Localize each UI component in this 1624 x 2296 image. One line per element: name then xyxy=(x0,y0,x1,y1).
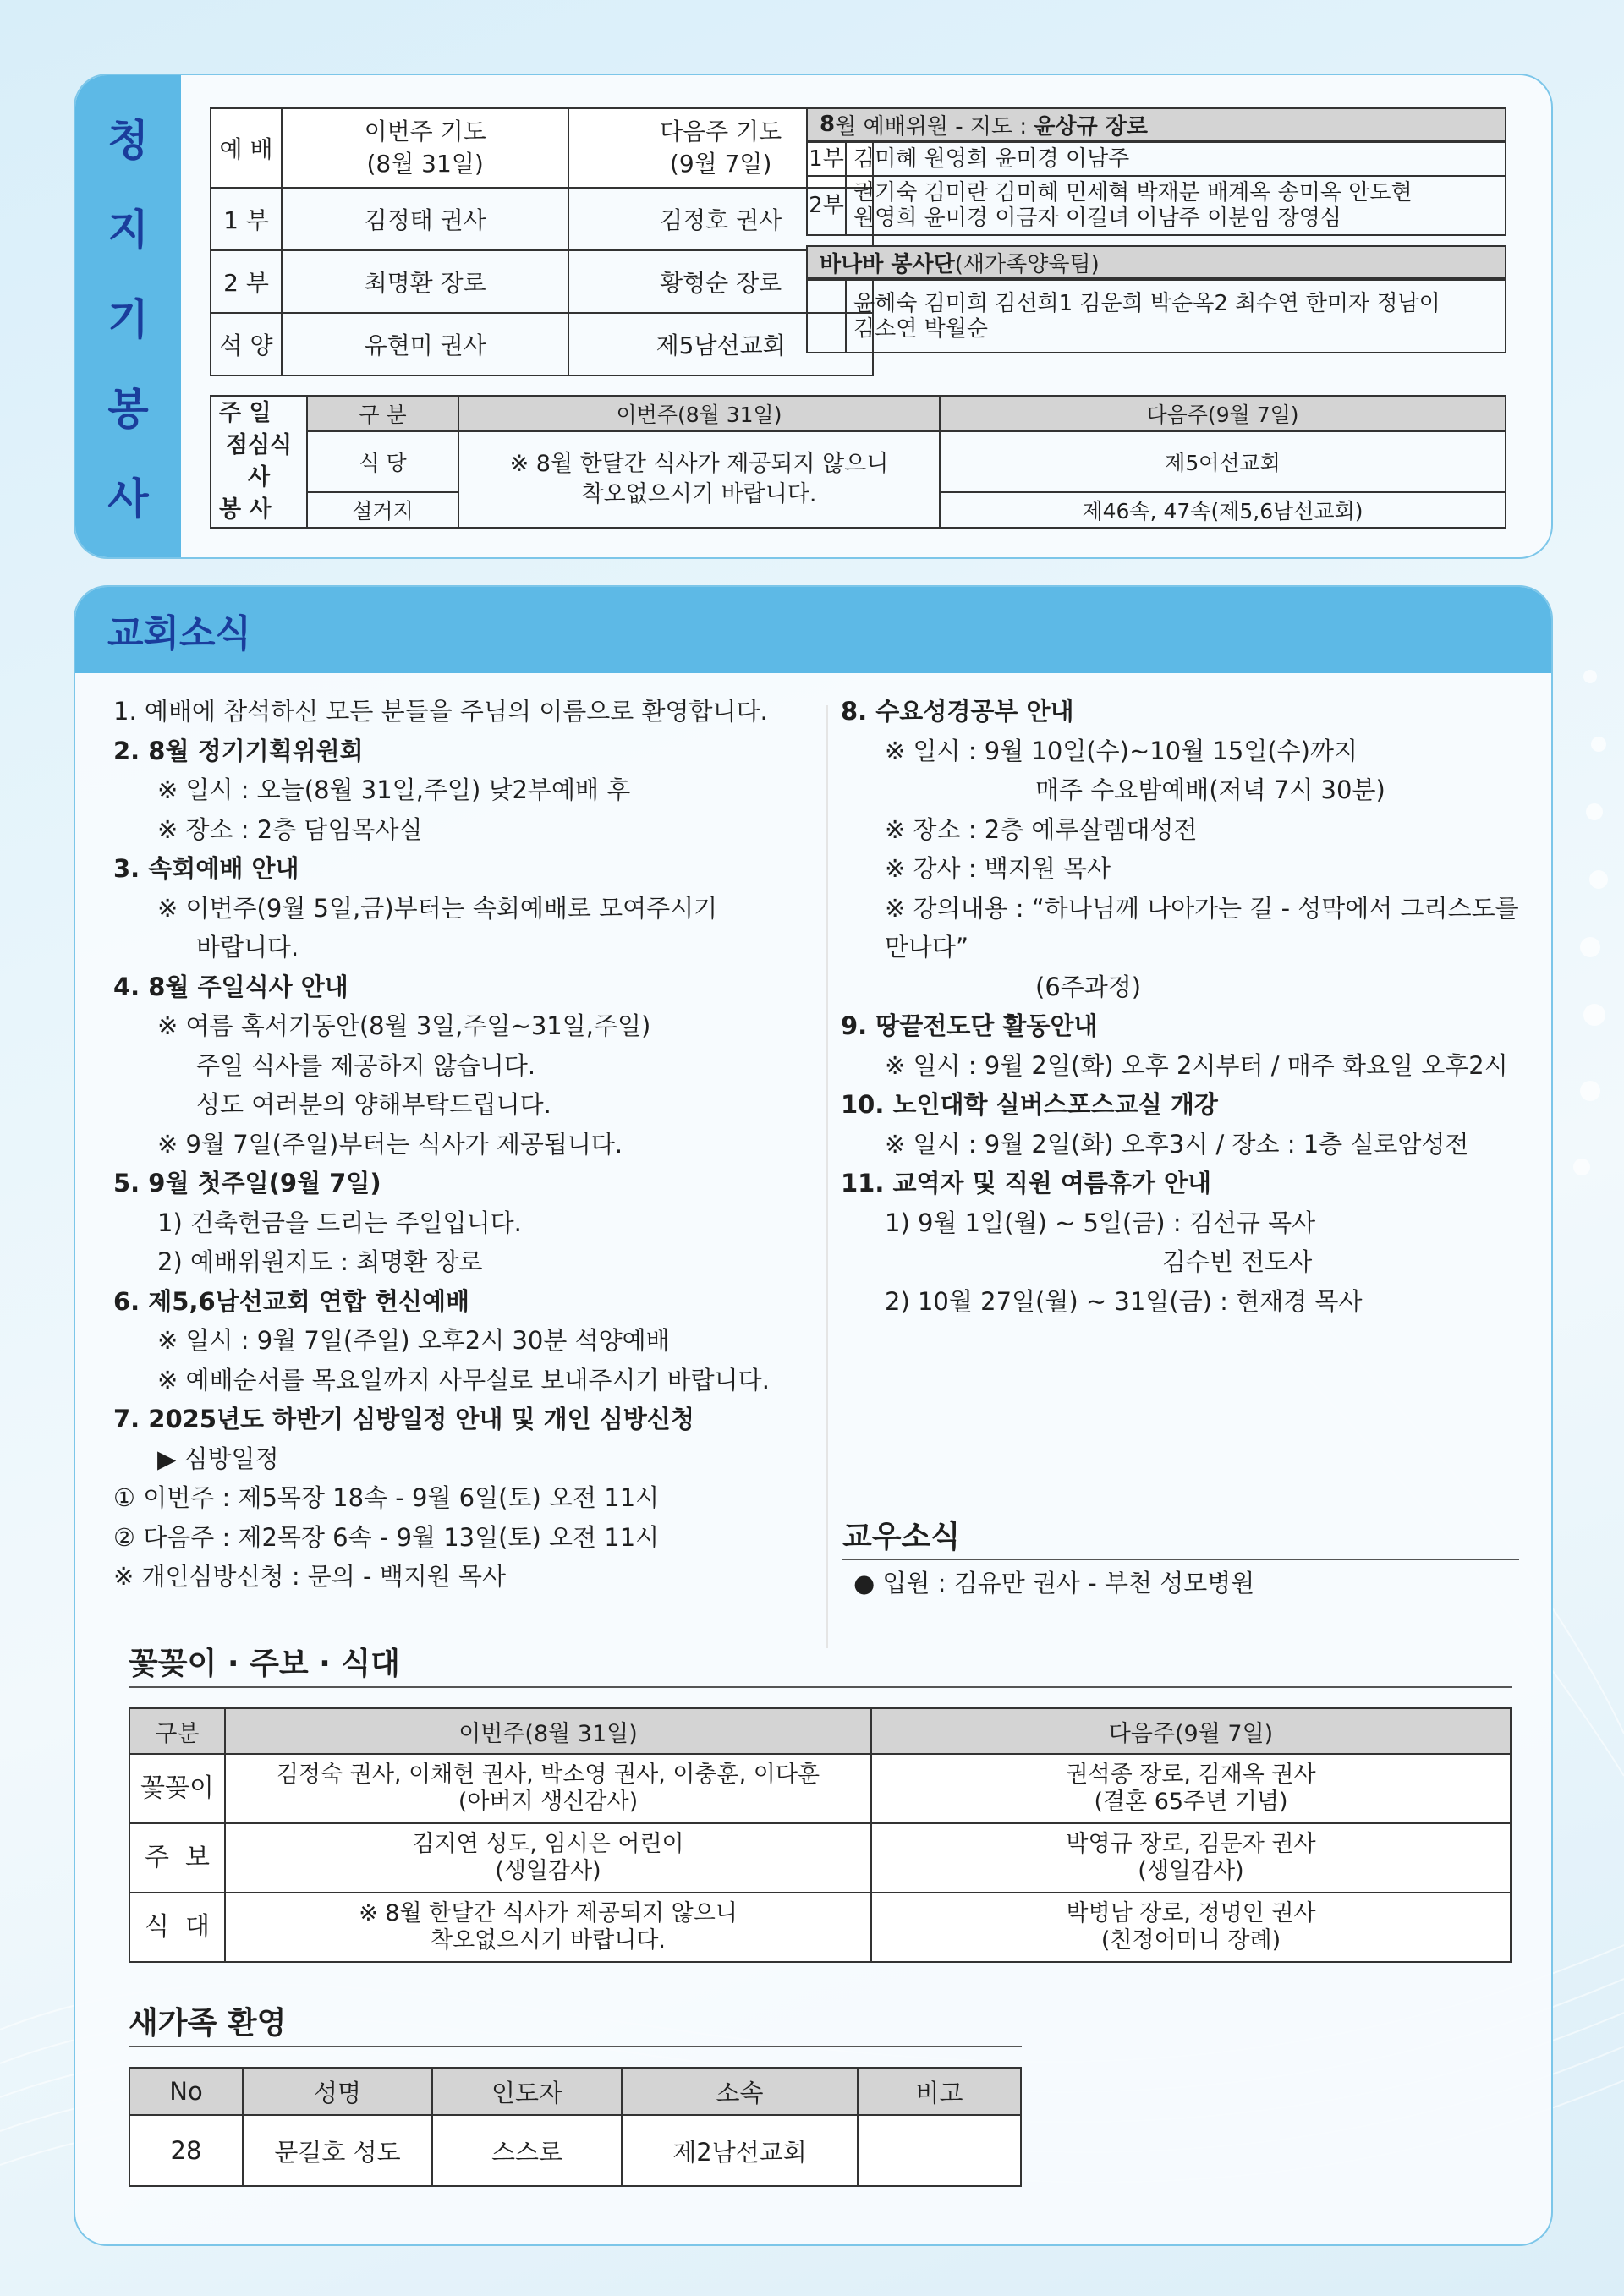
newcomers-header: 비고 xyxy=(858,2068,1021,2115)
news-line: 1) 건축헌금을 드리는 주일입니다. xyxy=(157,1208,522,1237)
news-line: 1) 9월 1일(월) ~ 5일(금) : 김선규 목사 xyxy=(885,1208,1316,1237)
news-line: ※ 일시 : 오늘(8월 31일,주일) 낮2부예배 후 xyxy=(157,775,631,804)
table-cell: 주 보 xyxy=(129,1823,225,1893)
news-left-column xyxy=(113,692,824,1597)
news-line: ※ 9월 7일(주일)부터는 식사가 제공됩니다. xyxy=(157,1129,623,1159)
news-line: 2) 예배위원지도 : 최명환 장로 xyxy=(157,1247,483,1276)
table-cell: 꽃꽂이 xyxy=(129,1754,225,1823)
table-cell: 문길호 성도 xyxy=(243,2115,432,2186)
service-side-title xyxy=(75,75,181,557)
prayer-header: 이번주 기도 (8월 31일) xyxy=(282,108,568,188)
table-row xyxy=(129,1893,1511,1962)
barnabas-header xyxy=(806,245,1506,279)
lunch-side-label xyxy=(211,396,307,528)
committee-panel xyxy=(806,107,1506,353)
news-item-title: 8. 수요성경공부 안내 xyxy=(841,697,1074,726)
side-label: 봉 사 xyxy=(219,496,272,523)
news-item-title: 7. 2025년도 하반기 심방일정 안내 및 개인 심방신청 xyxy=(113,1405,694,1433)
committee-leader: 윤상규 장로 xyxy=(1034,113,1149,140)
news-item-title: 6. 제5,6남선교회 연합 헌신예배 xyxy=(113,1286,470,1316)
table-row xyxy=(211,188,873,250)
news-line: ① 이번주 : 제5목장 18속 - 9월 6일(토) 오전 11시 xyxy=(113,1483,660,1512)
member-news-underline xyxy=(842,1559,1519,1560)
news-line: ※ 여름 혹서기동안(8월 3일,주일~31일,주일) xyxy=(157,1011,651,1040)
news-item-title: 5. 9월 첫주일(9월 7일) xyxy=(113,1169,381,1197)
table-cell: 제5남선교회 xyxy=(568,313,873,375)
table-cell: 김미혜 원영희 윤미경 이남주 xyxy=(846,142,1506,176)
service-card xyxy=(74,74,1553,559)
table-cell: 제5여선교회 xyxy=(940,431,1506,492)
news-header xyxy=(75,587,1551,673)
table-cell: 2부 xyxy=(807,176,846,235)
table-cell: 김정태 권사 xyxy=(282,188,568,250)
news-line: ※ 강의내용 : “하나님께 나아가는 길 - 성막에서 그리스도를 만나다” xyxy=(885,893,1519,962)
table-cell: 식 대 xyxy=(129,1893,225,1962)
table-cell: 1부 xyxy=(807,142,846,176)
flowers-table xyxy=(129,1707,1512,1963)
table-row xyxy=(211,431,1506,492)
table-cell: 제2남선교회 xyxy=(622,2115,858,2186)
news-item-title: 10. 노인대학 실버스포스교실 개강 xyxy=(841,1090,1218,1119)
side-title-char: 기 xyxy=(107,295,149,344)
table-cell: 권석종 장로, 김재옥 권사 (결혼 65주년 기념) xyxy=(871,1754,1511,1823)
lunch-table xyxy=(210,395,1506,529)
barnabas-table xyxy=(806,279,1506,353)
newcomers-header: 소속 xyxy=(622,2068,858,2115)
news-item-title: 2. 8월 정기기획위원회 xyxy=(113,736,364,765)
news-line: ▶ 심방일정 xyxy=(157,1444,279,1473)
news-item-title: 11. 교역자 및 직원 여름휴가 안내 xyxy=(841,1169,1212,1197)
news-line: ② 다음주 : 제2목장 6속 - 9월 13일(토) 오전 11시 xyxy=(113,1522,660,1552)
committee-header xyxy=(806,107,1506,141)
news-item-title: 4. 8월 주일식사 안내 xyxy=(113,972,348,1001)
flowers-header: 다음주(9월 7일) xyxy=(871,1708,1511,1754)
prayer-header: 예 배 xyxy=(211,108,282,188)
news-line: ※ 일시 : 9월 2일(화) 오후 2시부터 / 매주 화요일 오후2시 xyxy=(885,1050,1508,1080)
lunch-header: 다음주(9월 7일) xyxy=(940,396,1506,431)
table-cell: 윤혜숙 김미희 김선희1 김운희 박순옥2 최수연 한미자 정남이 김소연 박월순 xyxy=(846,280,1506,353)
newcomers-header: 인도자 xyxy=(432,2068,622,2115)
table-cell xyxy=(858,2115,1021,2186)
news-item-title: 3. 속회예배 안내 xyxy=(113,854,299,883)
newcomers-header: 성명 xyxy=(243,2068,432,2115)
prayer-header: 다음주 기도 (9월 7일) xyxy=(568,108,873,188)
table-cell: 28 xyxy=(129,2115,243,2186)
committee-table xyxy=(806,141,1506,236)
newcomers-title: 새가족 환영 xyxy=(129,2006,287,2041)
news-line: ※ 이번주(9월 5일,금)부터는 속회예배로 모여주시기 xyxy=(157,893,718,923)
side-title-char: 봉 xyxy=(107,385,149,434)
side-title-char: 청 xyxy=(107,116,149,165)
barnabas-subtitle: (새가족양육팀) xyxy=(954,251,1100,277)
news-line: 주일 식사를 제공하지 않습니다. xyxy=(196,1050,536,1080)
table-row xyxy=(211,313,873,375)
news-line: 바랍니다. xyxy=(196,933,299,962)
table-row xyxy=(211,250,873,313)
table-cell: 박영규 장로, 김문자 권사 (생일감사) xyxy=(871,1823,1511,1893)
news-line: ※ 일시 : 9월 10일(수)~10월 15일(수)까지 xyxy=(885,736,1358,765)
prayer-table xyxy=(210,107,874,376)
table-row xyxy=(807,280,1506,353)
news-line: ※ 예배순서를 목요일까지 사무실로 보내주시기 바랍니다. xyxy=(157,1365,770,1395)
side-label: 점심식사 xyxy=(225,432,293,490)
table-cell: 김정숙 권사, 이채헌 권사, 박소영 권사, 이충훈, 이다훈 (아버지 생신감사) xyxy=(225,1754,871,1823)
news-line: (6주과정) xyxy=(1035,972,1142,1001)
table-cell: ※ 8월 한달간 식사가 제공되지 않으니 착오없으시기 바랍니다. xyxy=(458,431,940,528)
side-label: 주 일 xyxy=(219,400,272,426)
table-cell: 유현미 권사 xyxy=(282,313,568,375)
table-cell: 제46속, 47속(제5,6남선교회) xyxy=(940,492,1506,528)
flowers-header: 구분 xyxy=(129,1708,225,1754)
news-line: ※ 장소 : 2층 담임목사실 xyxy=(157,814,423,844)
table-cell xyxy=(807,280,846,353)
news-line: ※ 일시 : 9월 7일(주일) 오후2시 30분 석양예배 xyxy=(157,1326,670,1355)
side-title-char: 사 xyxy=(107,474,149,523)
lunch-header: 구 분 xyxy=(307,396,458,431)
news-line: ※ 일시 : 9월 2일(화) 오후3시 / 장소 : 1층 실로암성전 xyxy=(885,1129,1469,1159)
member-news-title: 교우소식 xyxy=(842,1520,961,1554)
news-line: 1. 예배에 참석하신 모든 분들을 주님의 이름으로 환영합니다. xyxy=(113,697,768,726)
news-line: 2) 10월 27일(월) ~ 31일(금) : 현재경 목사 xyxy=(885,1286,1363,1316)
newcomers-underline xyxy=(129,2046,1022,2047)
table-cell: 최명환 장로 xyxy=(282,250,568,313)
news-line: 매주 수요밤예배(저녁 7시 30분) xyxy=(1035,775,1385,804)
newcomers-header: No xyxy=(129,2068,243,2115)
news-line: 김수빈 전도사 xyxy=(1162,1247,1313,1276)
table-cell: 김정호 권사 xyxy=(568,188,873,250)
table-cell: 1 부 xyxy=(211,188,282,250)
table-row xyxy=(807,176,1506,235)
newcomers-table xyxy=(129,2067,1022,2187)
table-cell: 권기숙 김미란 김미혜 민세혁 박재분 배계옥 송미옥 안도현 원영희 윤미경 이금자 이길녀 이남주 이분임 장영심 xyxy=(846,176,1506,235)
flowers-underline xyxy=(129,1686,1512,1688)
table-cell: 설거지 xyxy=(307,492,458,528)
news-card xyxy=(74,585,1553,2246)
barnabas-title: 바나바 봉사단 xyxy=(820,251,955,277)
table-row xyxy=(807,142,1506,176)
news-title: 교회소식 xyxy=(107,612,252,655)
news-item-title: 9. 땅끝전도단 활동안내 xyxy=(841,1011,1098,1040)
news-right-column xyxy=(841,692,1543,1321)
side-title-char: 지 xyxy=(107,205,149,255)
news-line: 성도 여러분의 양해부탁드립니다. xyxy=(196,1090,551,1119)
news-line: ※ 강사 : 백지원 목사 xyxy=(885,854,1111,883)
table-cell: 2 부 xyxy=(211,250,282,313)
table-cell: 스스로 xyxy=(432,2115,622,2186)
table-row xyxy=(129,1754,1511,1823)
table-cell: 박병남 장로, 정명인 권사 (친정어머니 장례) xyxy=(871,1893,1511,1962)
lunch-header: 이번주(8월 31일) xyxy=(458,396,940,431)
news-line: ※ 개인심방신청 : 문의 - 백지원 목사 xyxy=(113,1562,507,1591)
flowers-title: 꽃꽂이 · 주보 · 식대 xyxy=(129,1647,400,1681)
table-row xyxy=(129,2115,1021,2186)
committee-month: 8 xyxy=(820,112,836,137)
committee-head-text: 월 예배위원 - 지도 : xyxy=(835,113,1034,140)
table-cell: 김지연 성도, 임시은 어린이 (생일감사) xyxy=(225,1823,871,1893)
table-cell: 식 당 xyxy=(307,431,458,492)
table-cell: 석 양 xyxy=(211,313,282,375)
flowers-header: 이번주(8월 31일) xyxy=(225,1708,871,1754)
table-cell: ※ 8월 한달간 식사가 제공되지 않으니 착오없으시기 바랍니다. xyxy=(225,1893,871,1962)
table-cell: 황형순 장로 xyxy=(568,250,873,313)
member-news-item: ● 입원 : 김유만 권사 - 부천 성모병원 xyxy=(853,1569,1255,1597)
news-line: ※ 장소 : 2층 예루살렘대성전 xyxy=(885,814,1198,844)
column-divider xyxy=(826,705,828,1648)
table-row xyxy=(129,1823,1511,1893)
